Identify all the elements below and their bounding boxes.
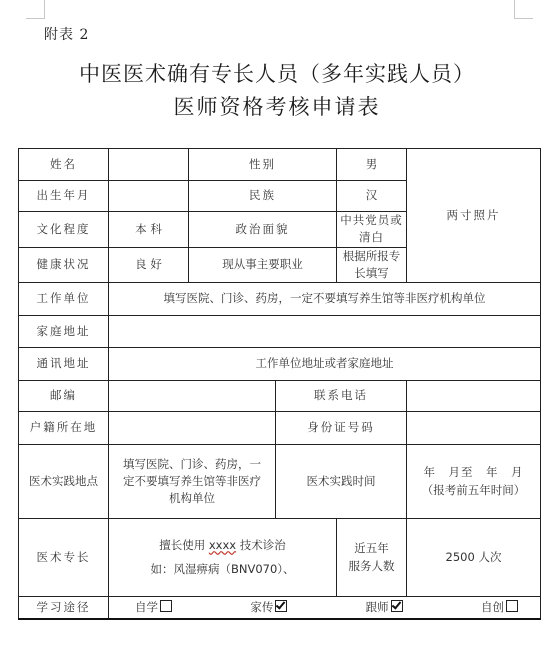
specialty-line1: 擅长使用 xxxx 技术诊治 [159,538,286,553]
practice-place-line1: 填写医院、门诊、药房，一 [123,456,261,471]
gender-label: 性别 [189,149,337,181]
health-label: 健康状况 [19,247,109,283]
form-title-line1: 中医医术确有专长人员（多年实践人员） [79,62,475,86]
home-address-field[interactable] [109,316,541,348]
political-label: 政治面貌 [189,212,337,248]
learning-option-mentor[interactable]: 跟师 [366,599,403,616]
checkbox-mentorship[interactable] [391,600,403,612]
learning-option-self[interactable]: 自学 [135,599,172,616]
checkbox-self-study[interactable] [160,600,172,612]
page-corner-mark-right [514,0,533,19]
birth-label: 出生年月 [19,181,109,212]
learning-option-family[interactable]: 家传 [250,599,287,616]
id-number-field[interactable] [407,412,541,445]
name-field[interactable] [109,149,189,181]
checkbox-self-created[interactable] [506,600,518,612]
health-field[interactable]: 良 好 [109,247,189,283]
phone-field[interactable] [407,381,541,412]
work-unit-field[interactable]: 填写医院、门诊、药房，一定不要填写养生馆等非医疗机构单位 [109,283,541,316]
practice-time-label: 医术实践时间 [276,445,407,519]
name-label: 姓名 [19,149,109,181]
specialty-label: 医术专长 [19,519,109,597]
postcode-field[interactable] [109,381,276,412]
practice-time-field[interactable] [407,445,541,519]
learning-option-created[interactable]: 自创 [481,599,518,616]
specialty-code: xxxx [208,538,237,553]
hukou-field[interactable] [109,412,276,445]
profession-label: 现从事主要职业 [189,247,337,283]
education-field[interactable]: 本 科 [109,212,189,248]
practice-time-line1: 年 月至 年 月 [423,465,524,480]
practice-place-line2: 定不要填写养生馆等非医疗 [123,473,261,488]
practice-time-line2: （报考前五年时间） [421,482,526,497]
photo-placeholder[interactable]: 两寸照片 [407,149,541,283]
specialty-line2: 如：风湿痹病（BNV070）、 [150,561,295,576]
checkbox-family-inheritance[interactable] [275,600,287,612]
practice-place-label: 医术实践地点 [19,445,109,519]
form-title-line2: 医师资格考核申请表 [173,95,381,119]
work-unit-label: 工作单位 [19,283,109,316]
application-form-table [18,148,541,620]
practice-place-line3: 机构单位 [169,491,215,506]
learning-options [109,597,541,619]
home-address-label: 家庭地址 [19,316,109,348]
ethnicity-label: 民族 [189,181,337,212]
id-number-label: 身份证号码 [276,412,407,445]
mail-address-field[interactable]: 工作单位地址或者家庭地址 [109,348,541,381]
served-count-label: 近五年 服务人数 [337,519,407,597]
hukou-label: 户籍所在地 [19,412,109,445]
profession-field[interactable]: 根据所报专长填写 [337,247,407,283]
birth-field[interactable] [109,181,189,212]
postcode-label: 邮编 [19,381,109,412]
learning-label: 学习途径 [19,597,109,619]
mail-address-label: 通讯地址 [19,348,109,381]
ethnicity-field[interactable]: 汉 [337,181,407,212]
phone-label: 联系电话 [276,381,407,412]
practice-place-field[interactable] [109,445,276,519]
gender-field[interactable]: 男 [337,149,407,181]
appendix-label: 附表 2 [44,27,90,43]
specialty-field[interactable] [109,519,337,597]
political-field[interactable]: 中共党员或清白 [337,212,407,248]
education-label: 文化程度 [19,212,109,248]
page-corner-mark-left [26,0,45,19]
served-count-field[interactable]: 2500 人次 [407,519,541,597]
